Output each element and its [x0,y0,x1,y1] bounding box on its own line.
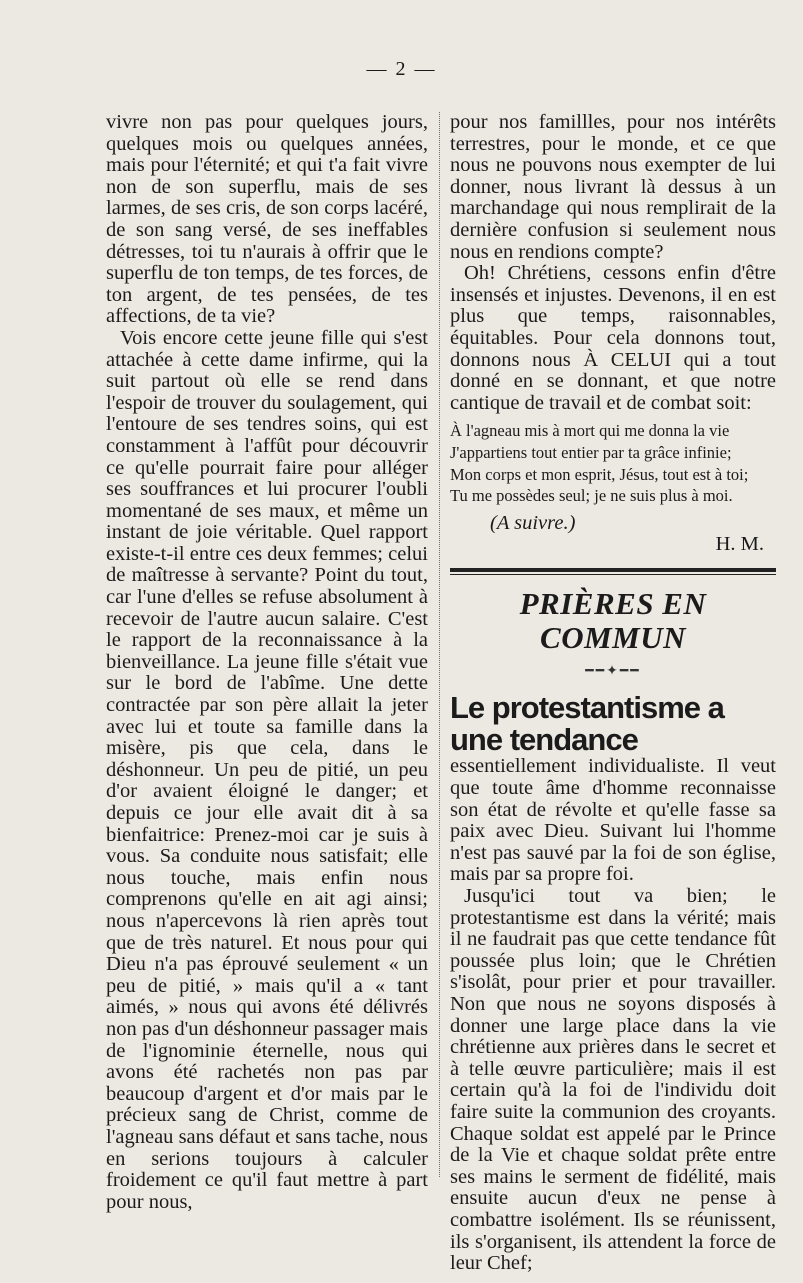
section-lead: Le protestantisme a une tendance [450,690,724,758]
right-column [450,112,776,1275]
to-be-continued: (A suivre.) [490,511,576,534]
page-number: — 2 — [366,58,437,80]
ornament-flourish: ━━✦━━ [585,663,641,679]
verse-line: À l'agneau mis à mort qui me donna la vie [450,421,730,441]
right-paragraph-2: Oh! Chrétiens, cessons enfin d'être insensés et injustes. Devenons, il en est plus que temps, raisonnables, équitables. Pour cela donnons tout, donnons nous À CELUI qui a tout donné en se donnant, et que notre cantique de travail et de combat soit: [450,262,776,414]
hymn-verse [450,420,776,506]
left-column [106,112,428,1213]
left-paragraph-1: vivre non pas pour quelques jours, quelques mois ou quelques années, mais pour l'éternité; et qui t'a fait vivre non de son superflu, mais de ses larmes, de ses cris, de son corps lacéré, de son sang versé, de ses ineffables détresses, toi tu n'aurais à offrir que le superflu de ton temps, de tes forces, de ton argent, de tes pensées, de tes affections, de ta vie? [106,111,428,328]
section-heading: PRIÈRES EN COMMUN [519,585,707,655]
verse-line: J'appartiens tout entier par ta grâce infinie; [450,442,732,462]
section-divider [450,568,776,575]
verse-line: Mon corps et mon esprit, Jésus, tout est à toi; [450,464,749,484]
section-paragraph-1: essentiellement individualiste. Il veut que toute âme d'homme reconnaisse son état de révolte et qu'elle fasse sa paix avec Dieu. Suivant lui l'homme n'est pas sauvé par la foi de son église, mais par sa propre foi. [450,755,776,886]
right-paragraph-1: pour nos famillles, pour nos intérêts terrestres, pour le monde, et ce que nous ne pouvons nous exempter de lui donner, nous livrant là dessus à un marchandage qui nous remplirait de la dernière confusion si seulement nous nous en rendions compte? [450,111,776,263]
verse-line: Tu me possèdes seul; je ne suis plus à moi. [450,486,733,506]
section-paragraph-2: Jusqu'ici tout va bien; le protestantisme est dans la vérité; mais il ne faudrait pas que cette tendance fût poussée plus loin; que le Chrétien s'isolât, pour prier et pour travailler. Non que nous ne soyons disposés à donner une large place dans la vie chrétienne aux prières dans le secret et à telle œuvre particulière; mais il est certain qu'à la foi de l'individu doit faire suite la communion des croyants. Chaque soldat est appelé par le Prince de la Vie et chaque soldat prête entre ses mains le serment de fidélité, mais ensuite aucun d'eux ne pense à combattre isolément. Ils se réunissent, ils s'organisent, ils attendent la force de leur Chef; [450,885,776,1275]
left-paragraph-2: Vois encore cette jeune fille qui s'est attachée à cette dame infirme, qui la suit partout où elle se rend dans l'espoir de trouver du soulagement, qui l'entoure de ses tendres soins, qui est constamment à l'affût pour découvrir ce qu'elle pourrait faire pour alléger ses souffrances et lui procurer l'oubli momentané de ses maux, et même un instant de joie véritable. Quel rapport existe-t-il entre ces deux femmes; celui de maîtresse à servante? Point du tout, car l'une d'elles se refuse absolument à recevoir de l'autre aucun salaire. C'est le rapport de la reconnaissance à la bienveillance. La jeune fille s'était vue sur le bord de l'abîme. Une dette contractée par son père allait la jeter avec lui et toute sa famille dans la misère, pis que cela, dans le déshonneur. Un peu de pitié, un peu d'or avaient éloigné le danger; et depuis ce jour elle avait dit à sa bienfaitrice: Prenez-moi car je suis à vous. Sa conduite nous satisfait; elle nous touche, mais enfin nous comprenons qu'elle en ait agi ainsi; nous n'apercevons là rien après tout que de très naturel. Et nous pour qui Dieu n'a pas éprouvé seulement « un peu de pitié, » mais qu'il a « tant aimés, » nous qui avons été délivrés non pas d'un déshonneur passager mais de l'ignominie éternelle, nous qui avons été rachetés non pas par beaucoup d'argent et d'or mais par le précieux sang de Christ, comme de l'agneau sans défaut et sans tache, nous en serions toujours à calculer froidement ce qu'il faut mettre à part pour nous, [106,326,428,1213]
column-divider [439,112,440,1177]
rule-thick [450,568,776,572]
rule-thin [450,574,776,575]
author-signature: H. M. [715,533,764,556]
